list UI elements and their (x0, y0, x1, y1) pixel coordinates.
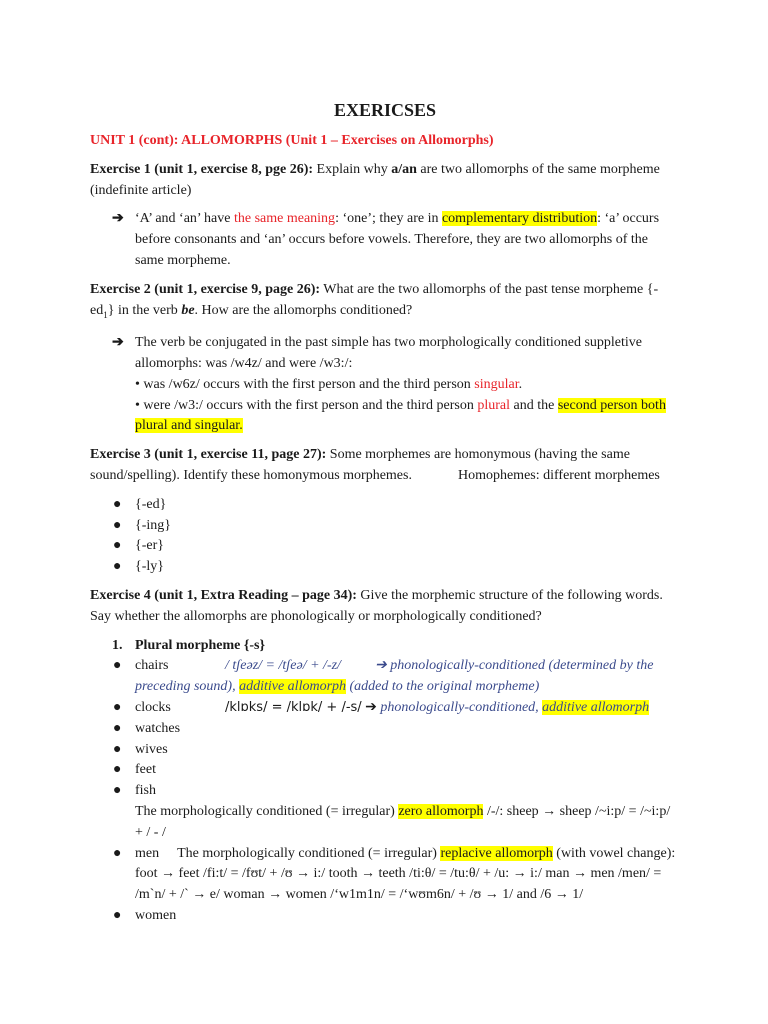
list-item-men: ● men The morphologically conditioned (= irregular) replacive allomorph (with vowel change): foot → feet /fi:t/ = /fʊt/ + /ʊ → i:/ tooth → teeth /ti:θ/ = /tu:θ/ + /u: → i:/ man → men /men/ = /m`n/ + /` → e/ woman → women /‘w1m1n/ = /‘wʊm6n/ + /ʊ → 1/ and /6 → 1/ (113, 845, 676, 903)
list-item: ● {-ly} (90, 557, 680, 578)
list-item: ● {-ed} (90, 495, 680, 516)
list-item-fish: ● fish The morphologically conditioned (= irregular) zero allomorph /-/: sheep → sheep /~i:p/ = /~i:p/ + / - / (113, 783, 671, 840)
bullet-icon: ● (113, 907, 122, 923)
exercise-1-label: Exercise 1 (unit 1, exercise 8, pge 26): (90, 161, 314, 177)
bullet-icon: ● (113, 496, 122, 512)
list-item: ● {-ing} (90, 516, 680, 537)
exercise-1-answer: ➔ ‘A’ and ‘an’ have the same meaning: ‘one’; they are in complementary distribution: ‘a’ occurs before consonants and ‘an’ occurs before vowels. Therefore, they are two allomorphs of the same morpheme. (112, 211, 660, 268)
bullet-icon: ● (113, 845, 122, 861)
list-item-chairs: ● chairs / tʃeəz/ = /tʃeə/ + /-z/ ➔ phonologically-conditioned (determined by the preceding sound), additive allomorph (added to the original morpheme) (113, 658, 654, 695)
arrow-icon: ➔ (112, 335, 124, 351)
bullet-icon: ● (113, 538, 122, 554)
arrow-icon: ➔ (112, 211, 124, 227)
bullet-icon: ● (113, 720, 122, 736)
bullet-icon: ● (113, 658, 122, 674)
bullet-icon: ● (113, 517, 122, 533)
page-title: EXERICSES (333, 100, 437, 120)
exercise-2-answer: ➔ The verb be conjugated in the past simple has two morphologically conditioned suppletive allomorphs: was /w4z/ and were /w3:/: • was /w6z/ occurs with the first person and the third person singular. • were /w3:/ occurs with the first person and the third person plural and the second person both plural and singular. (112, 335, 666, 434)
list-item-wives: ● wives (90, 740, 680, 761)
homonymous-morpheme-list (90, 495, 680, 578)
exercise-4-question: Exercise 4 (unit 1, Extra Reading – page 34): Give the morphemic structure of the following words. Say whether the allomorphs are phonologically or morphologically conditioned? (90, 587, 663, 624)
arrow-icon: ➔ (361, 699, 381, 715)
document-page (90, 98, 680, 935)
bullet-icon: ● (113, 741, 122, 757)
plural-morpheme-heading: 1. Plural morpheme {-s} (112, 637, 266, 653)
exercise-4-label: Exercise 4 (unit 1, Extra Reading – page 34): (90, 587, 357, 603)
unit-heading: UNIT 1 (cont): ALLOMORPHS (Unit 1 – Exercises on Allomorphs) (90, 133, 494, 148)
list-item-watches: ● watches (90, 719, 680, 740)
bullet-icon: ● (113, 559, 122, 575)
arrow-icon: ➔ (375, 658, 391, 674)
bullet-icon: ● (113, 762, 122, 778)
plural-word-list (90, 656, 680, 926)
exercise-3-label: Exercise 3 (unit 1, exercise 11, page 27): (90, 447, 327, 463)
list-item-feet: ● feet (90, 760, 680, 781)
exercise-2-label: Exercise 2 (unit 1, exercise 9, page 26): (90, 281, 321, 297)
exercise-1-question: Exercise 1 (unit 1, exercise 8, pge 26): Explain why a/an are two allomorphs of the same morpheme (indefinite article) (90, 161, 660, 198)
bullet-icon: ● (113, 699, 122, 715)
exercise-3-question: Exercise 3 (unit 1, exercise 11, page 27): Some morphemes are homonymous (having the same sound/spelling). Identify these homonymous morphemes. Homophemes: different morphemes (90, 447, 660, 483)
list-item-women: ● women (90, 906, 680, 927)
list-item: ● {-er} (90, 536, 680, 557)
list-item-clocks: ● clocks /klɒks/ = /klɒk/ + /-s/ ➔ phonologically-conditioned, additive allomorph (90, 698, 680, 719)
bullet-icon: ● (113, 783, 122, 799)
exercise-2-question: Exercise 2 (unit 1, exercise 9, page 26): What are the two allomorphs of the past tense morpheme $\{-ed_1\}$ in the verb be. How are the allomorphs conditioned? (90, 281, 659, 320)
